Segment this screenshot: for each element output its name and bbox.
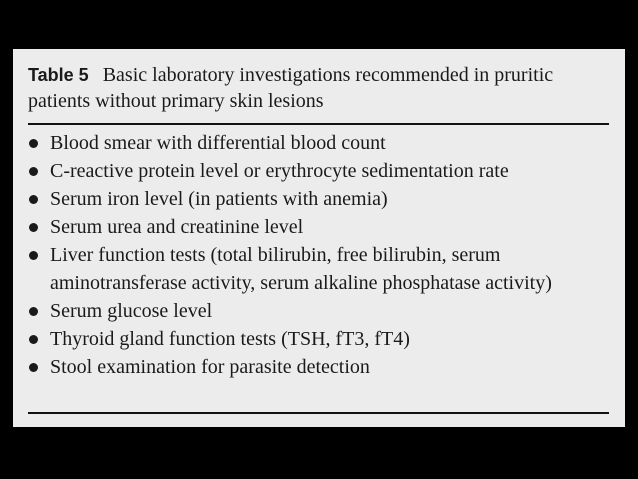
bullet-icon <box>29 139 38 148</box>
bullet-icon <box>29 363 38 372</box>
bullet-icon <box>29 251 38 260</box>
table-label: Table 5 <box>28 65 89 85</box>
top-rule <box>28 123 609 125</box>
list-item-text: Stool examination for parasite detection <box>50 356 370 378</box>
list-item <box>28 185 613 213</box>
list-item-text: Serum glucose level <box>50 300 213 322</box>
list-item <box>28 353 613 381</box>
list-item <box>28 241 613 297</box>
investigation-list <box>28 129 613 381</box>
bullet-icon <box>29 307 38 316</box>
list-item-text: Serum urea and creatinine level <box>50 216 304 238</box>
list-item-text: Serum iron level (in patients with anemia) <box>50 188 388 210</box>
bottom-rule <box>28 412 609 414</box>
list-item <box>28 213 613 241</box>
list-item <box>28 325 613 353</box>
bullet-icon <box>29 195 38 204</box>
list-item <box>28 297 613 325</box>
list-item-text: Blood smear with differential blood count <box>50 132 386 154</box>
bullet-icon <box>29 223 38 232</box>
list-item-text: C-reactive protein level or erythrocyte sedimentation rate <box>50 160 509 182</box>
list-item <box>28 129 613 157</box>
list-item-text: Thyroid gland function tests (TSH, fT3, fT4) <box>50 328 410 350</box>
table-card <box>13 49 625 427</box>
list-item <box>28 157 613 185</box>
table-caption: Basic laboratory investigations recommended in pruritic patients without primary skin lesions <box>28 64 554 112</box>
table-title <box>28 62 613 114</box>
list-item-text: Liver function tests (total bilirubin, free bilirubin, serum aminotransferase activity, serum alkaline phosphatase activity) <box>50 244 552 294</box>
bullet-icon <box>29 335 38 344</box>
bullet-icon <box>29 167 38 176</box>
